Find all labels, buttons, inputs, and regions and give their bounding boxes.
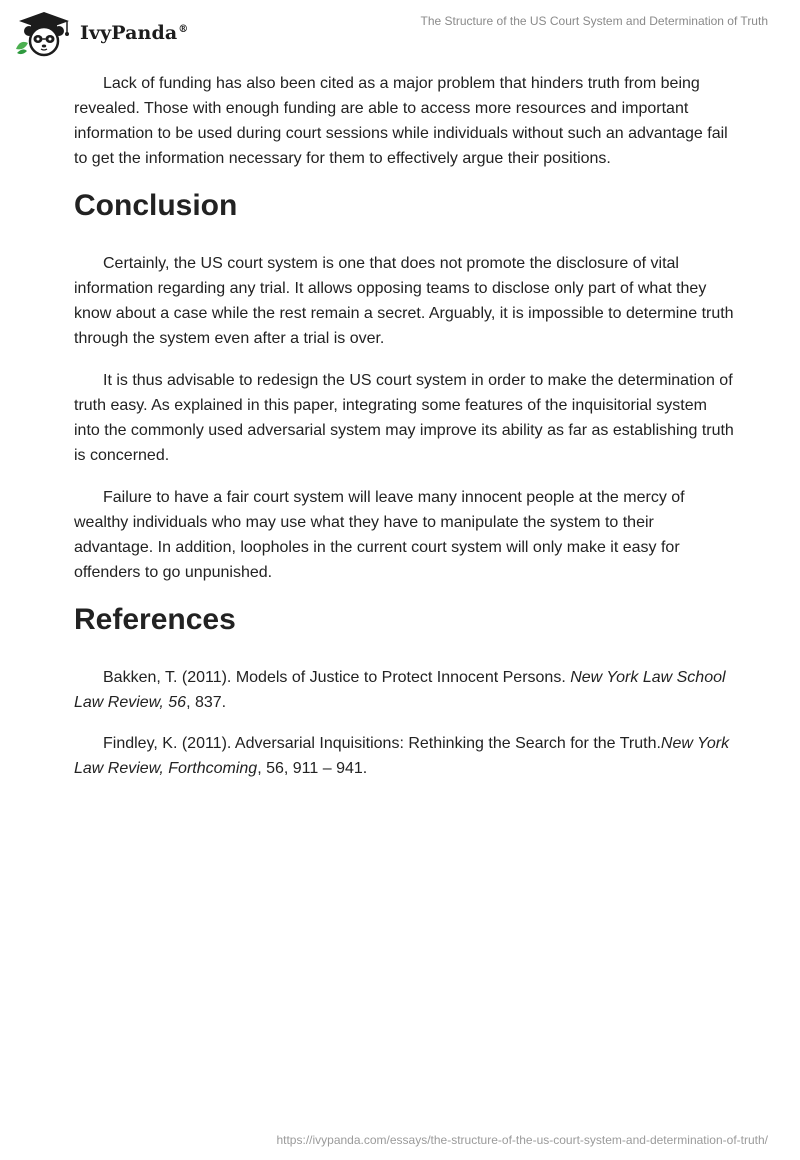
reference-item-2: Findley, K. (2011). Adversarial Inquisitions: Rethinking the Search for the Truth.New York Law Review, Forthcoming, 56, 911 – 941. (74, 735, 730, 777)
brand-logo[interactable] (14, 8, 188, 58)
panda-mascot-icon (14, 9, 74, 57)
page-header (0, 0, 800, 64)
references-heading: References (74, 603, 236, 636)
essay-content (74, 71, 734, 797)
reference-item-1: Bakken, T. (2011). Models of Justice to Protect Innocent Persons. New York Law School Law Review, 56, 837. (74, 669, 726, 711)
conclusion-paragraph-3: Failure to have a fair court system will leave many innocent people at the mercy of wealthy individuals who may use what they have to manipulate the system to their advantage. In addition, loopholes in the current court system will only make it easy for offenders to go unpunished. (74, 489, 685, 581)
conclusion-paragraph-1: Certainly, the US court system is one that does not promote the disclosure of vital information regarding any trial. It allows opposing teams to disclose only part of what they know about a case while the rest remain a secret. Arguably, it is impossible to determine truth through the system even after a trial is over. (74, 255, 734, 347)
document-title: The Structure of the US Court System and Determination of Truth (420, 14, 768, 28)
conclusion-heading: Conclusion (74, 189, 238, 222)
brand-name: IvyPanda® (80, 22, 189, 44)
conclusion-paragraph-2: It is thus advisable to redesign the US court system in order to make the determination of truth easy. As explained in this paper, integrating some features of the inquisitorial system into the commonly used adversarial system may improve its ability as far as establishing truth is concerned. (74, 372, 734, 464)
intro-paragraph: Lack of funding has also been cited as a major problem that hinders truth from being revealed. Those with enough funding are able to access more resources and important information to be used during court sessions while individuals without such an advantage fail to get the information necessary for them to effectively argue their positions. (74, 75, 728, 167)
source-url-link[interactable]: https://ivypanda.com/essays/the-structure-of-the-us-court-system-and-determination-of-truth/ (276, 1133, 768, 1147)
